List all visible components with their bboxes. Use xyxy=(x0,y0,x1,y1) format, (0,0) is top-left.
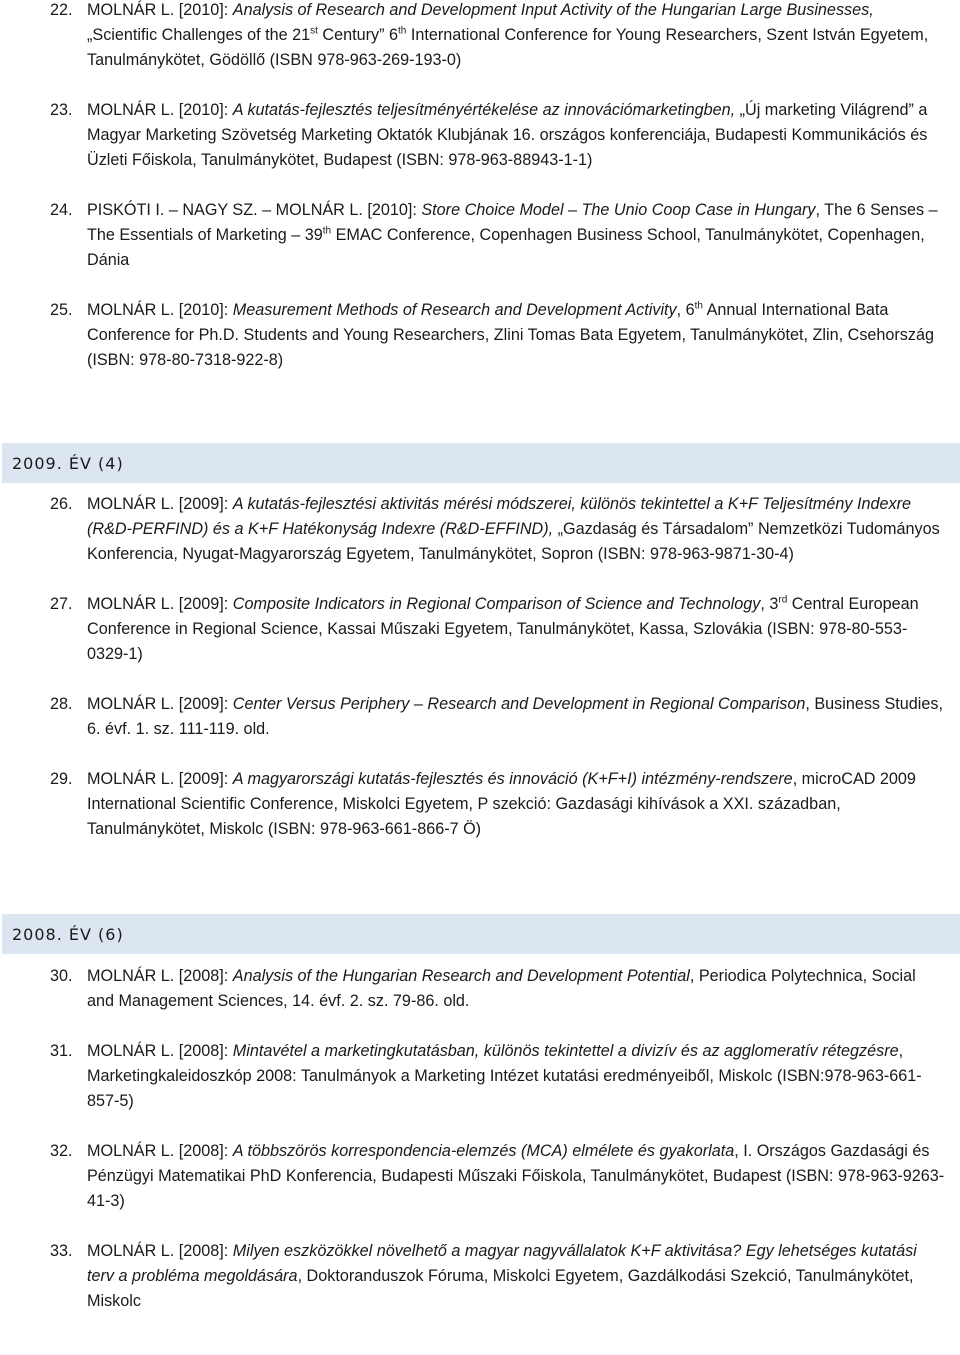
citation-authors: MOLNÁR L. xyxy=(87,1042,175,1060)
citation-segment: [2008]: xyxy=(174,967,233,985)
entries-2008 xyxy=(0,964,960,1314)
citation-text xyxy=(87,301,934,369)
citation-segment: [2009]: xyxy=(174,495,233,513)
citation-number: 33. xyxy=(50,1242,73,1260)
citation-title: Analysis of the Hungarian Research and Development Potential xyxy=(232,967,690,985)
citation-segment: [2010]: xyxy=(174,101,233,119)
entries-top xyxy=(0,0,960,373)
citation-title: Mintavétel a marketingkutatásban, különös tekintettel a divizív és az agglomeratív rétegzésre xyxy=(232,1042,899,1060)
citation-text xyxy=(87,1042,922,1110)
citation-segment: , microCAD 2009 International Scientific Conference, Miskolci Egyetem, P szekció: Gazdasági kihívások a XXI. században, Tanulmánykötet, Miskolc (ISBN: 978-963-661-866-7 Ö) xyxy=(87,770,916,838)
citation-number: 22. xyxy=(50,1,73,19)
citation-segment: International Conference for Young Researchers, Szent István Egyetem, Tanulmánykötet, Gödöllő (ISBN 978-963-269-193-0) xyxy=(87,26,929,69)
citation-authors: MOLNÁR L. xyxy=(87,495,175,513)
citation-number: 30. xyxy=(50,967,73,985)
ordinal-suffix: th xyxy=(398,25,407,37)
citation-title: Store Choice Model – The Unio Coop Case in Hungary xyxy=(421,201,816,219)
citation-segment: [2009]: xyxy=(174,595,233,613)
ordinal-suffix: th xyxy=(694,300,703,312)
citation-entry xyxy=(0,198,960,273)
citation-segment: [2009]: xyxy=(174,695,233,713)
citation-segment: „Scientific Challenges of the 21 xyxy=(87,26,311,44)
citation-text xyxy=(87,1242,917,1310)
citation-segment: Annual International Bata Conference for Ph.D. Students and Young Researchers, Zlini Tomas Bata Egyetem, Tanulmánykötet, Zlin, Csehország (ISBN: 978-80-7318-922-8) xyxy=(87,301,935,369)
citation-text xyxy=(87,101,927,169)
citation-segment: EMAC Conference, Copenhagen Business School, Tanulmánykötet, Copenhagen, Dánia xyxy=(87,226,925,269)
citation-authors: MOLNÁR L. xyxy=(87,301,175,319)
citation-text xyxy=(87,695,943,738)
citation-title: Composite Indicators in Regional Comparison of Science and Technology xyxy=(232,595,761,613)
citation-segment: [2010]: xyxy=(174,1,233,19)
citation-entry xyxy=(0,692,960,742)
citation-segment: [2010]: xyxy=(174,301,233,319)
citation-text xyxy=(87,967,916,1010)
citation-entry xyxy=(0,298,960,373)
citation-number: 24. xyxy=(50,201,73,219)
citation-entry xyxy=(0,1239,960,1314)
citation-entry xyxy=(0,1139,960,1214)
citation-text xyxy=(87,1,928,69)
citation-segment: Century” 6 xyxy=(317,26,399,44)
citation-segment: , 6 xyxy=(676,301,695,319)
citation-entry xyxy=(0,1039,960,1114)
citation-number: 29. xyxy=(50,770,73,788)
ordinal-suffix: rd xyxy=(778,594,788,606)
citation-entry xyxy=(0,592,960,667)
citation-title: Analysis of Research and Development Input Activity of the Hungarian Large Businesses, xyxy=(232,1,874,19)
citation-segment: , The 6 Senses – The Essentials of Marketing – 39 xyxy=(87,201,938,244)
citation-segment: , I. Országos Gazdasági és Pénzügyi Matematikai PhD Konferencia, Budapesti Műszaki Főiskola, Tanulmánykötet, Budapest (ISBN: 978-963-9263-41-3) xyxy=(87,1142,945,1210)
citation-title: Measurement Methods of Research and Development Activity xyxy=(232,301,677,319)
citation-text xyxy=(87,495,940,563)
citation-title: A kutatás-fejlesztés teljesítményértékelése az innovációmarketingben, xyxy=(232,101,736,119)
citation-segment: [2010]: xyxy=(362,201,422,219)
citation-authors: PISKÓTI I. – NAGY SZ. – MOLNÁR L. xyxy=(87,201,363,219)
citation-text xyxy=(87,1142,944,1210)
citation-text xyxy=(87,201,938,269)
citation-text xyxy=(87,595,919,663)
section-title-2008: 2008. ÉV (6) xyxy=(12,924,124,944)
citation-authors: MOLNÁR L. xyxy=(87,695,175,713)
entries-2009 xyxy=(0,492,960,842)
citation-authors: MOLNÁR L. xyxy=(87,1242,175,1260)
citation-segment: [2008]: xyxy=(174,1242,233,1260)
section-header-2009 xyxy=(2,443,960,483)
citation-segment: „Gazdaság és Társadalom” Nemzetközi Tudományos Konferencia, Nyugat-Magyarország Egyetem, Tanulmánykötet, Sopron (ISBN: 978-963-9871-30-4) xyxy=(87,520,940,563)
citation-number: 26. xyxy=(50,495,73,513)
citation-segment: , 3 xyxy=(760,595,779,613)
citation-title: Center Versus Periphery – Research and Development in Regional Comparison xyxy=(232,695,806,713)
citation-segment: Central European Conference in Regional Science, Kassai Műszaki Egyetem, Tanulmánykötet, Kassa, Szlovákia (ISBN: 978-80-553-0329-1) xyxy=(87,595,919,663)
citation-entry xyxy=(0,98,960,173)
citation-segment: , Doktoranduszok Fóruma, Miskolci Egyetem, Gazdálkodási Szekció, Tanulmánykötet, Miskolc xyxy=(87,1267,914,1310)
citation-title: Milyen eszközökkel növelhető a magyar nagyvállalatok K+F aktivitása? Egy lehetséges kutatási terv a probléma megoldására xyxy=(87,1242,917,1285)
citation-authors: MOLNÁR L. xyxy=(87,101,175,119)
citation-authors: MOLNÁR L. xyxy=(87,1142,175,1160)
citation-text xyxy=(87,770,916,838)
citation-authors: MOLNÁR L. xyxy=(87,1,175,19)
citation-number: 32. xyxy=(50,1142,73,1160)
citation-entry xyxy=(0,767,960,842)
citation-authors: MOLNÁR L. xyxy=(87,770,175,788)
citation-number: 31. xyxy=(50,1042,73,1060)
ordinal-suffix: th xyxy=(322,225,332,237)
citation-segment: [2008]: xyxy=(174,1042,233,1060)
citation-entry xyxy=(0,0,960,73)
citation-title: A kutatás-fejlesztési aktivitás mérési módszerei, különös tekintettel a K+F Teljesítmény Indexre (R&D-PERFIND) és a K+F Hatékonyság Indexre (R&D-EFFIND), xyxy=(87,495,911,538)
citation-title: A magyarországi kutatás-fejlesztés és innováció (K+F+I) intézmény-rendszere xyxy=(232,770,793,788)
citation-segment: [2008]: xyxy=(174,1142,233,1160)
citation-authors: MOLNÁR L. xyxy=(87,595,175,613)
citation-segment: [2009]: xyxy=(174,770,233,788)
section-header-2008 xyxy=(2,914,960,954)
ordinal-suffix: st xyxy=(310,25,318,37)
citation-number: 23. xyxy=(50,101,73,119)
section-title-2009: 2009. ÉV (4) xyxy=(12,453,124,473)
citation-title: A többszörös korrespondencia-elemzés (MCA) elmélete és gyakorlata xyxy=(232,1142,735,1160)
citation-number: 28. xyxy=(50,695,73,713)
citation-segment: , Periodica Polytechnica, Social and Management Sciences, 14. évf. 2. sz. 79-86. old. xyxy=(87,967,916,1010)
citation-segment: „Új marketing Világrend” a Magyar Marketing Szövetség Marketing Oktatók Klubjának 16. országos konferenciája, Budapesti Kommunikációs és Üzleti Főiskola, Tanulmánykötet, Budapest (ISBN: 978-963-88943-1-1) xyxy=(87,101,928,169)
citation-segment: , Business Studies, 6. évf. 1. sz. 111-119. old. xyxy=(87,695,943,738)
citation-authors: MOLNÁR L. xyxy=(87,967,175,985)
citation-number: 27. xyxy=(50,595,73,613)
citation-number: 25. xyxy=(50,301,73,319)
citation-entry xyxy=(0,964,960,1014)
citation-segment: , Marketingkaleidoszkóp 2008: Tanulmányok a Marketing Intézet kutatási eredményeiből, Miskolc (ISBN:978-963-661-857-5) xyxy=(87,1042,922,1110)
citation-entry xyxy=(0,492,960,567)
